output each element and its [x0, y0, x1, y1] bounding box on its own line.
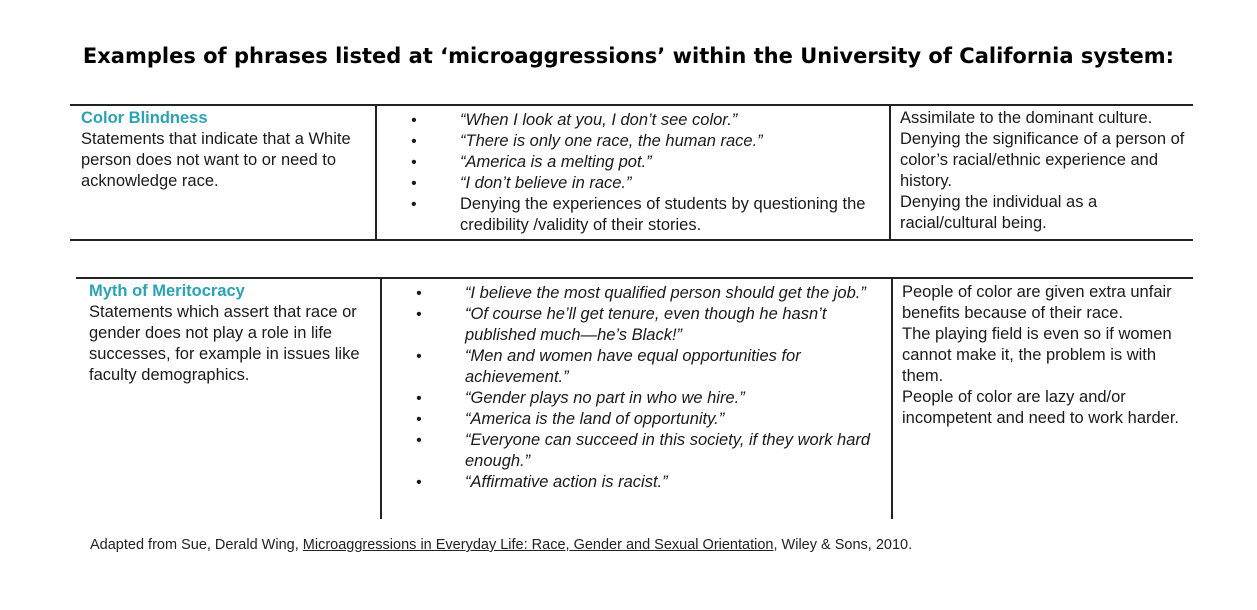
- list-item: • “Of course he’ll get tenure, even though he hasn’t published much—he’s Black!”: [416, 304, 884, 346]
- list-item: • “America is the land of opportunity.”: [416, 409, 884, 430]
- table2-divider-1: [380, 277, 382, 519]
- footnote-suffix: , Wiley & Sons, 2010.: [773, 537, 913, 553]
- message-text: The playing field is even so if women cannot make it, the problem is with them.: [902, 325, 1172, 385]
- message-text: People of color are given extra unfair benefits because of their race.: [902, 283, 1172, 322]
- category-title: Myth of Meritocracy: [89, 282, 245, 300]
- list-item: • Denying the experiences of students by questioning the credibility /validity of their stories.: [411, 194, 879, 236]
- footnote-prefix: Adapted from Sue, Derald Wing,: [90, 537, 303, 553]
- list-item: • “America is a melting pot.”: [411, 152, 879, 173]
- category-cell: [81, 108, 366, 192]
- table1-bottom-rule: [70, 239, 1193, 241]
- category-description: Statements which assert that race or gender does not play a role in life successes, for example in issues like faculty demographics.: [89, 303, 360, 384]
- table2-top-rule: [76, 277, 1193, 279]
- list-item: • “Everyone can succeed in this society, if they work hard enough.”: [416, 430, 884, 472]
- examples-cell: [411, 110, 879, 236]
- message-text: Assimilate to the dominant culture.: [900, 109, 1153, 127]
- list-item: • “There is only one race, the human race.”: [411, 131, 879, 152]
- messages-cell: [900, 108, 1190, 234]
- list-item: • “Affirmative action is racist.”: [416, 472, 884, 493]
- footnote-citation: [90, 537, 912, 553]
- table1-divider-1: [375, 104, 377, 241]
- table1-divider-2: [889, 104, 891, 241]
- list-item: • “When I look at you, I don’t see color.”: [411, 110, 879, 131]
- category-title: Color Blindness: [81, 109, 208, 127]
- footnote-book-title: Microaggressions in Everyday Life: Race, Gender and Sexual Orientation: [302, 537, 774, 553]
- message-text: Denying the significance of a person of color’s racial/ethnic experience and history.: [900, 130, 1185, 190]
- message-text: People of color are lazy and/or incompetent and need to work harder.: [902, 388, 1180, 427]
- category-cell: [89, 281, 372, 386]
- messages-cell: [902, 282, 1190, 429]
- message-text: Denying the individual as a racial/cultural being.: [900, 193, 1098, 232]
- examples-cell: [416, 283, 884, 493]
- list-item: • “I don’t believe in race.”: [411, 173, 879, 194]
- list-item: • “I believe the most qualified person should get the job.”: [416, 283, 884, 304]
- list-item: • “Gender plays no part in who we hire.”: [416, 388, 884, 409]
- table2-divider-2: [891, 277, 893, 519]
- page-title: Examples of phrases listed at ‘microaggressions’ within the University of California system:: [82, 44, 1175, 68]
- table1-top-rule: [70, 104, 1193, 106]
- list-item: • “Men and women have equal opportunities for achievement.”: [416, 346, 884, 388]
- category-description: Statements that indicate that a White person does not want to or need to acknowledge race.: [81, 130, 351, 190]
